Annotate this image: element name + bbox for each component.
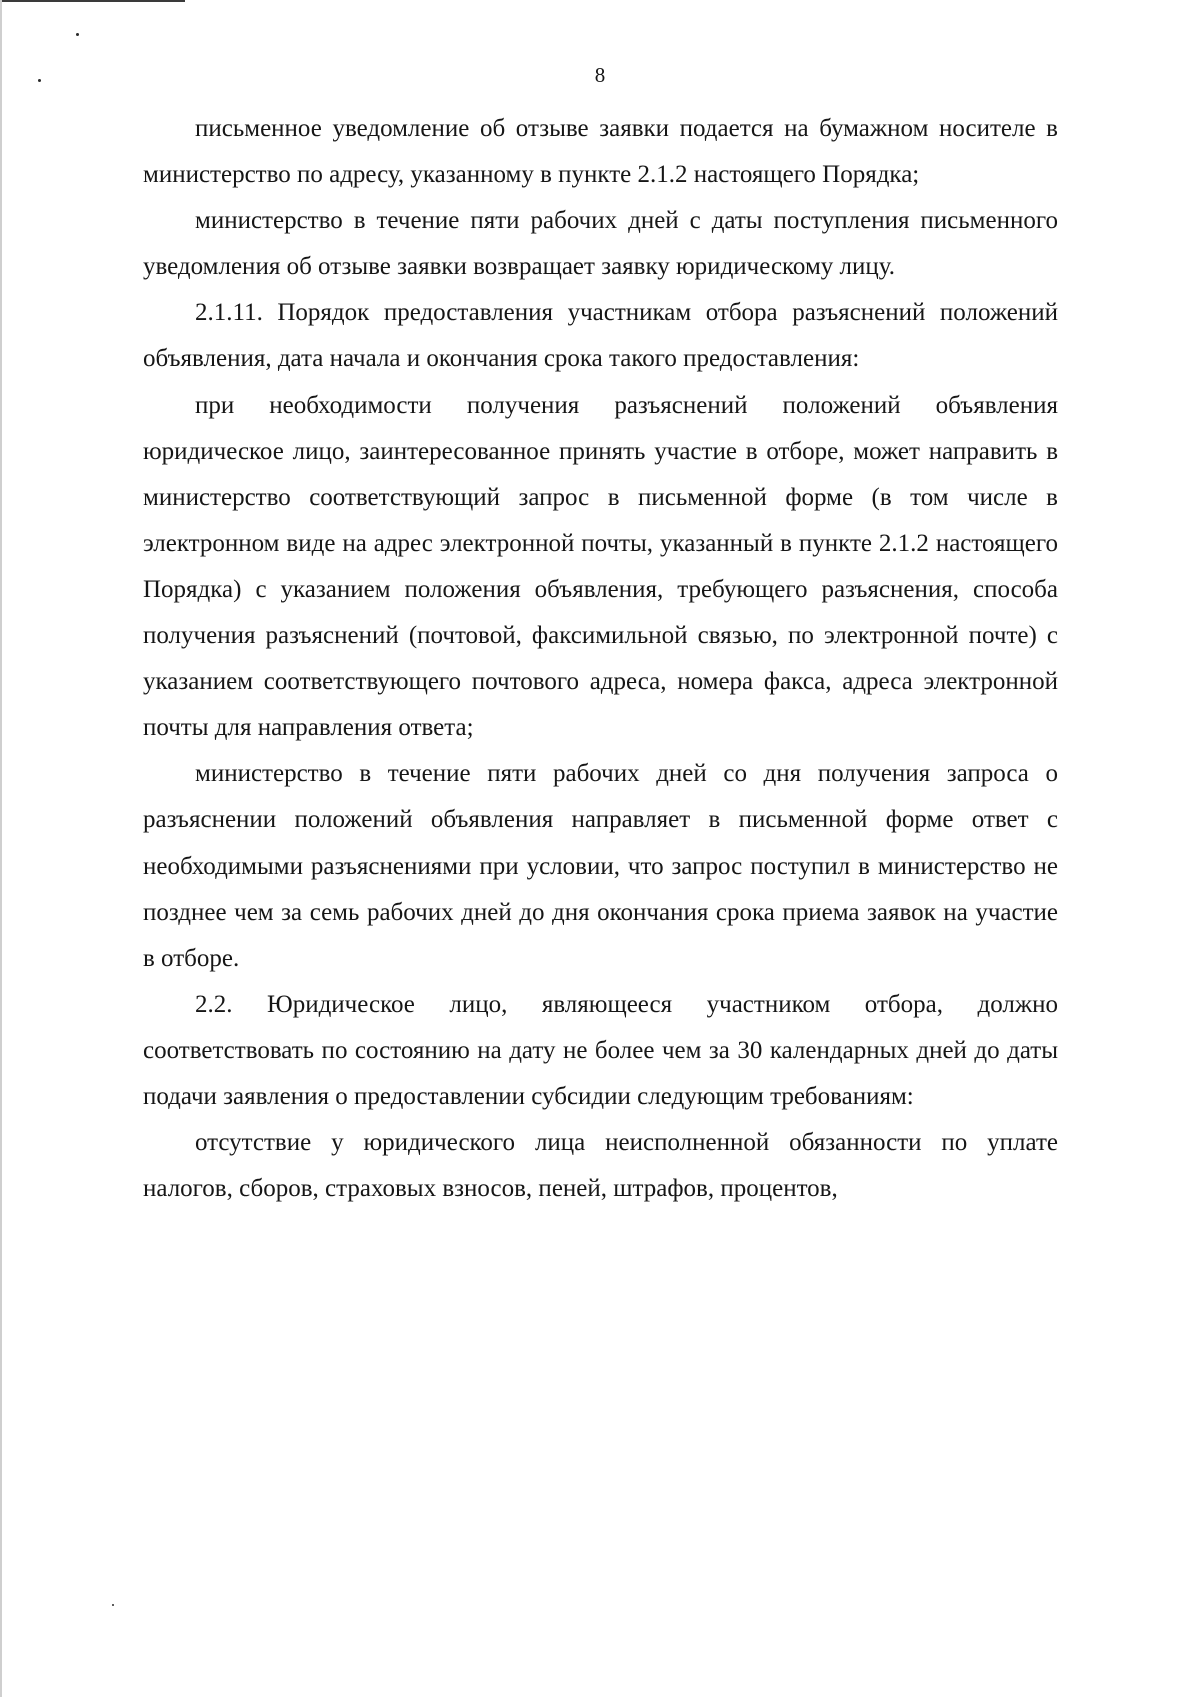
paragraph-clause-2-1-11: 2.1.11. Порядок предоставления участникам отбора разъяснений положений объявления, дата начала и окончания срока такого предоставления:: [143, 299, 1058, 373]
paragraph-ministry-response: министерство в течение пяти рабочих дней со дня получения запроса о разъяснении положений объявления направляет в письменной форме ответ с необходимыми разъяснениями при условии, что запрос поступил в министерство не позднее чем за семь рабочих дней до дня окончания срока приема заявок на участие в отборе.: [143, 760, 1058, 972]
document-body: [143, 106, 1058, 1212]
paragraph-withdrawal-notice: письменное уведомление об отзыве заявки подается на бумажном носителе в министерство по адресу, указанному в пункте 2.1.2 настоящего Порядка;: [143, 115, 1058, 189]
paragraph-requirement-no-tax-debt: отсутствие у юридического лица неисполненной обязанности по уплате налогов, сборов, страховых взносов, пеней, штрафов, процентов,: [143, 1129, 1058, 1203]
scan-speck: [76, 33, 79, 36]
scan-speck: [112, 1604, 114, 1606]
paragraph-clause-2-2: 2.2. Юридическое лицо, являющееся участником отбора, должно соответствовать по состоянию на дату не более чем за 30 календарных дней до даты подачи заявления о предоставлении субсидии следующим требованиям:: [143, 990, 1058, 1110]
scan-left-edge: [0, 0, 2, 1697]
paragraph-ministry-returns-application: министерство в течение пяти рабочих дней с даты поступления письменного уведомления об отзыве заявки возвращает заявку юридическому лицу.: [143, 207, 1058, 281]
scan-top-rule: [0, 0, 185, 2]
paragraph-clarification-request: при необходимости получения разъяснений положений объявления юридическое лицо, заинтересованное принять участие в отборе, может направить в министерство соответствующий запрос в письменной форме (в том числе в электронном виде на адрес электронной почты, указанный в пункте 2.1.2 настоящего Порядка) с указанием положения объявления, требующего разъяснения, способа получения разъяснений (почтовой, факсимильной связью, по электронной почте) с указанием соответствующего почтового адреса, номера факса, адреса электронной почты для направления ответа;: [143, 391, 1058, 742]
page-number: 8: [594, 63, 606, 87]
